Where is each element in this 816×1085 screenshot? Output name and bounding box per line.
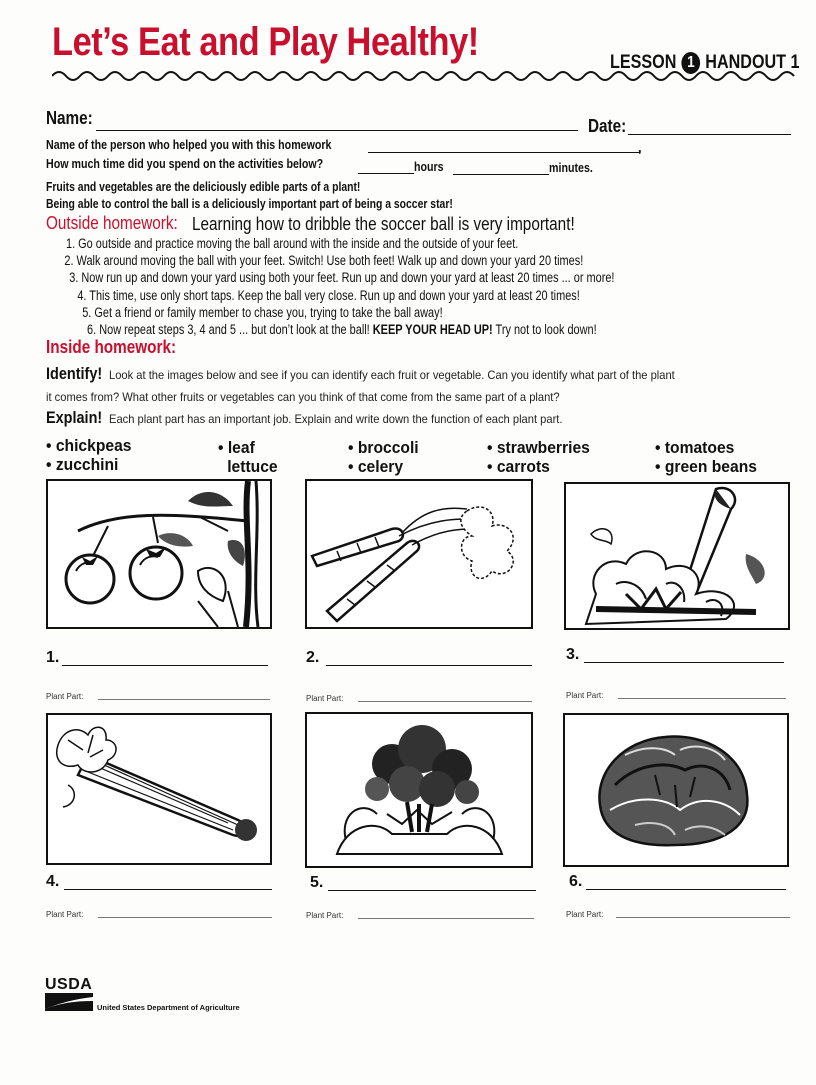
plant-part-3-label: Plant Part: bbox=[566, 691, 604, 700]
carrots-drawing-icon bbox=[307, 481, 531, 627]
hours-field[interactable] bbox=[358, 173, 414, 174]
answer-2-number: 2. bbox=[306, 649, 320, 666]
step-6-emphasis: KEEP YOUR HEAD UP! bbox=[372, 322, 493, 338]
answer-4-number: 4. bbox=[46, 873, 60, 890]
name-label: Name: bbox=[46, 108, 93, 128]
explain-label: Explain! bbox=[46, 408, 103, 427]
answer-3-number: 3. bbox=[566, 646, 580, 663]
usda-department-name: United States Department of Agriculture bbox=[97, 1003, 240, 1012]
plant-part-5-label: Plant Part: bbox=[306, 911, 344, 920]
page-title: Let’s Eat and Play Healthy! bbox=[52, 20, 479, 64]
helper-question: Name of the person who helped you with this homework bbox=[46, 137, 332, 152]
word-green-beans: • green beans bbox=[655, 457, 757, 476]
date-field[interactable] bbox=[628, 134, 791, 135]
word-broccoli: • broccoli bbox=[348, 438, 419, 457]
usda-logo: USDA bbox=[45, 976, 93, 993]
word-lettuce: lettuce bbox=[227, 457, 278, 476]
answer-6-field[interactable] bbox=[586, 889, 786, 890]
identify-text-1: Look at the images below and see if you can identify each fruit or vegetable. Can you identify what part of the plant bbox=[109, 368, 675, 382]
panel-6-image bbox=[563, 713, 789, 867]
word-bank-col-4 bbox=[487, 438, 590, 476]
broccoli-drawing-icon bbox=[307, 714, 531, 866]
plant-part-4-label: Plant Part: bbox=[46, 910, 84, 919]
plant-part-2-label: Plant Part: bbox=[306, 694, 344, 703]
answer-1-number: 1. bbox=[46, 649, 60, 666]
panel-5-image bbox=[305, 712, 533, 868]
time-question: How much time did you spend on the activities below? bbox=[46, 156, 324, 171]
lesson-label: LESSON bbox=[610, 52, 677, 73]
identify-line-1 bbox=[46, 364, 718, 384]
wavy-divider bbox=[52, 66, 797, 84]
word-bank-col-5 bbox=[655, 438, 757, 476]
celery-drawing-icon bbox=[48, 715, 270, 863]
helper-comma: , bbox=[638, 140, 642, 155]
plant-part-5-field[interactable] bbox=[358, 918, 534, 919]
word-bank-col-3 bbox=[348, 438, 419, 476]
answer-5-number: 5. bbox=[310, 874, 324, 891]
word-chickpeas: • chickpeas bbox=[46, 436, 132, 455]
minutes-label: minutes. bbox=[549, 160, 593, 175]
lesson-number-badge: 1 bbox=[682, 52, 701, 74]
word-strawberries: • strawberries bbox=[487, 438, 590, 457]
answer-5-field[interactable] bbox=[328, 890, 536, 891]
intro-line-1: Fruits and vegetables are the deliciously edible parts of a plant! bbox=[46, 179, 361, 194]
outside-homework-heading: Outside homework: bbox=[46, 213, 178, 233]
date-label: Date: bbox=[588, 116, 627, 136]
step-5: 5. Get a friend or family member to chase you, trying to take the ball away! bbox=[82, 304, 443, 320]
plant-part-1-field[interactable] bbox=[98, 699, 270, 700]
step-4: 4. This time, use only short taps. Keep the ball very close. Run up and down your yard at least 20 times! bbox=[77, 287, 580, 303]
helper-field[interactable] bbox=[368, 152, 640, 153]
step-2: 2. Walk around moving the ball with your feet. Switch! Use both feet! Walk up and down your yard 20 times! bbox=[64, 253, 584, 269]
panel-1-image bbox=[46, 479, 272, 629]
panel-4-image bbox=[46, 713, 272, 865]
name-field[interactable] bbox=[96, 130, 578, 131]
panel-2-image bbox=[305, 479, 533, 629]
answer-4-field[interactable] bbox=[64, 889, 272, 890]
step-6 bbox=[87, 321, 614, 338]
intro-line-2: Being able to control the ball is a deliciously important part of being a soccer star! bbox=[46, 196, 453, 211]
word-carrots: • carrots bbox=[487, 457, 550, 476]
explain-line bbox=[46, 408, 597, 428]
plant-part-6-label: Plant Part: bbox=[566, 910, 604, 919]
answer-3-field[interactable] bbox=[584, 662, 784, 663]
step-3: 3. Now run up and down your yard using both your feet. Run up and down your yard at least 20 times ... or more! bbox=[69, 270, 615, 286]
word-celery: • celery bbox=[348, 457, 404, 476]
explain-text: Each plant part has an important job. Explain and write down the function of each plant part. bbox=[109, 412, 563, 426]
inside-homework-heading: Inside homework: bbox=[46, 337, 177, 357]
word-bank-col-2 bbox=[218, 438, 278, 476]
step-6-end: Try not to look down! bbox=[495, 322, 597, 338]
outside-homework-subheading: Learning how to dribble the soccer ball is very important! bbox=[192, 214, 575, 234]
plant-part-2-field[interactable] bbox=[358, 701, 532, 702]
usda-logo-mark-icon bbox=[45, 993, 95, 1011]
word-tomatoes: • tomatoes bbox=[655, 438, 735, 457]
hours-label: hours bbox=[414, 159, 444, 174]
identify-label: Identify! bbox=[46, 364, 103, 383]
plant-part-6-field[interactable] bbox=[616, 917, 790, 918]
handout-label: HANDOUT 1 bbox=[705, 52, 800, 73]
panel-3-image bbox=[564, 482, 790, 630]
answer-6-number: 6. bbox=[569, 873, 583, 890]
word-zucchini: • zucchini bbox=[46, 455, 119, 474]
step-6-text: 6. Now repeat steps 3, 4 and 5 ... but don’t look at the ball! bbox=[87, 322, 370, 338]
minutes-field[interactable] bbox=[453, 174, 549, 175]
answer-1-field[interactable] bbox=[62, 665, 268, 666]
word-leaf: • leaf bbox=[218, 438, 255, 457]
identify-text-2: it comes from? What other fruits or vegetables can you think of that come from the same part of a plant? bbox=[46, 390, 560, 404]
lettuce-drawing-icon bbox=[565, 715, 787, 865]
word-bank-col-1 bbox=[46, 436, 131, 474]
zucchini-flower-drawing-icon bbox=[566, 484, 788, 628]
step-1: 1. Go outside and practice moving the ball around with the inside and the outside of your feet. bbox=[66, 236, 519, 251]
plant-part-3-field[interactable] bbox=[618, 698, 786, 699]
plant-part-1-label: Plant Part: bbox=[46, 692, 84, 701]
answer-2-field[interactable] bbox=[326, 665, 532, 666]
dribble-steps-list bbox=[66, 235, 614, 338]
plant-part-4-field[interactable] bbox=[98, 917, 272, 918]
tomato-vine-drawing-icon bbox=[48, 481, 270, 627]
